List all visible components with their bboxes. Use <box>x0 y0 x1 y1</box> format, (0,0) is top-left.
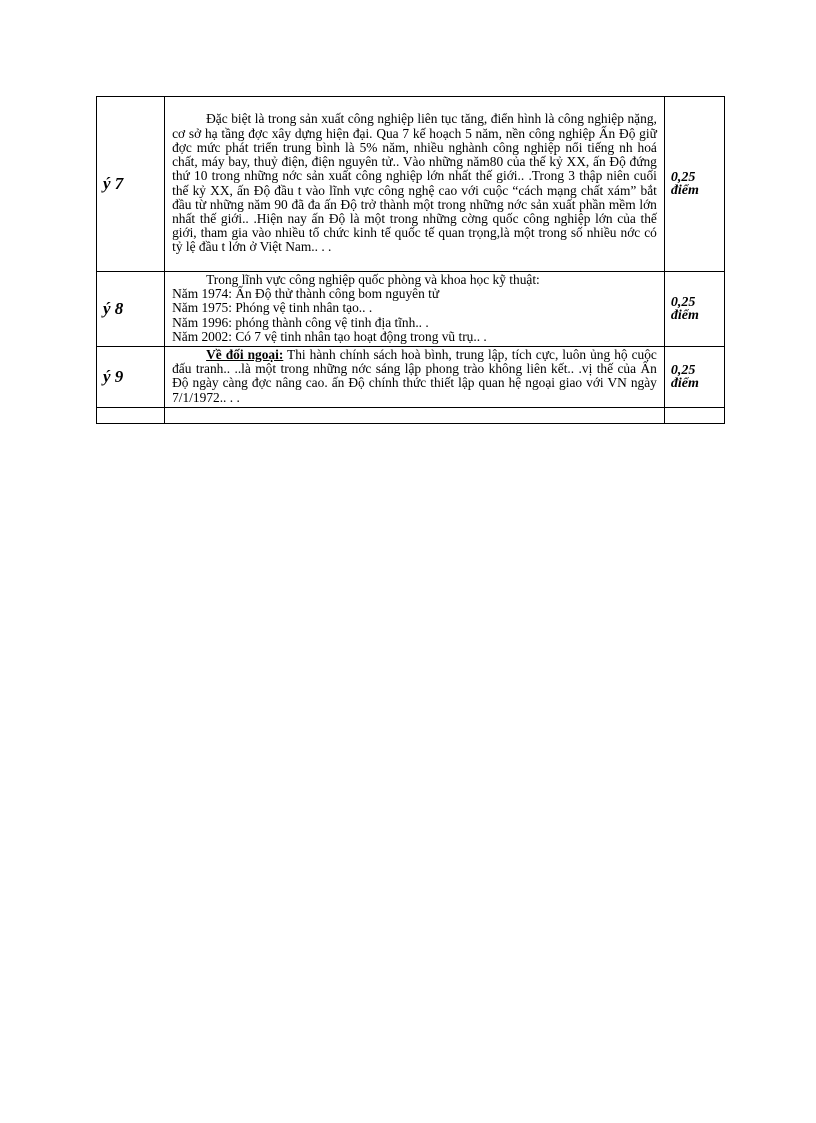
content-line: Năm 1996: phóng thành công vệ tinh địa tĩnh.. . <box>172 314 429 330</box>
score-value: 0,25 <box>670 170 696 185</box>
row-label: ý 9 <box>97 347 165 408</box>
content-text: Thi hành chính sách hoà bình, trung lập, tích cực, luôn ủng hộ cuộc đấu tranh.. ..là một trong những nớc sáng lập phong trào không liên kết.. .vị thế của Ấn Độ ngày càng đợc nâng cao. ấn Độ chính thức thiết lập quan hệ ngoại giao với VN ngày 7/1/1972.. . . <box>172 347 657 405</box>
empty-cell <box>165 407 665 423</box>
score-unit: điểm <box>670 375 699 391</box>
row-content <box>165 272 665 347</box>
score-unit: điểm <box>670 308 699 323</box>
row-content <box>165 97 665 272</box>
score-value: 0,25 <box>670 362 696 378</box>
empty-cell <box>664 407 724 423</box>
score-cell <box>664 272 724 347</box>
empty-cell <box>97 407 165 423</box>
empty-row <box>97 407 725 423</box>
score-cell <box>664 347 724 408</box>
content-line: Năm 2002: Có 7 vệ tinh nhân tạo hoạt động trong vũ trụ.. . <box>172 328 487 344</box>
table-row <box>97 347 725 408</box>
score-unit: điểm <box>670 183 699 198</box>
score-value: 0,25 <box>670 295 696 310</box>
section-heading: Về đối ngoại: <box>206 347 284 363</box>
row-content <box>165 347 665 408</box>
table-row <box>97 97 725 272</box>
content-line: Năm 1975: Phóng vệ tinh nhân tạo.. . <box>172 300 373 316</box>
content-line: Năm 1974: Ấn Độ thử thành công bom nguyên tử <box>172 286 440 302</box>
content-paragraph: Trong lĩnh vực công nghiệp quốc phòng và khoa học kỹ thuật: <box>206 272 540 287</box>
grading-table <box>96 96 725 424</box>
score-cell <box>664 97 724 272</box>
content-paragraph: Đặc biệt là trong sản xuất công nghiệp liên tục tăng, điển hình là công nghiệp nặng, cơ sở hạ tầng đợc xây dựng hiện đại. Qua 7 kế hoạch 5 năm, nền công nghiệp Ấn Độ giữ đợc mức phát triển trung bình là 5% năm, nhiều nghành công nghiệp nổi tiếng nh hoá chất, máy bay, thuỷ điện, điện nguyên tử.. Vào những năm80 của thế kỷ XX, ấn Độ đứng thứ 10 trong những nớc sản xuất công nghiệp lớn nhất thế giới.. .Trong 3 thập niên cuối thế kỷ XX, ấn Độ đầu t vào lĩnh vực công nghệ cao với cuộc “cách mạng chất xám” bắt đầu từ những năm 90 đã đa ấn Độ trở thành một trong những nớc sản xuất phần mềm lớn nhất thế giới.. .Hiện nay ấn Độ là một trong những cờng quốc công nghiệp lớn của thế giới, tham gia vào nhiều tổ chức kinh tế quốc tế quan trọng,là một trong số nhiều nớc có tỷ lệ đầu t lớn ở Việt Nam.. . . <box>172 111 657 255</box>
table-row <box>97 272 725 347</box>
row-label: ý 8 <box>97 272 165 347</box>
row-label: ý 7 <box>97 97 165 272</box>
content-paragraph <box>172 348 657 405</box>
